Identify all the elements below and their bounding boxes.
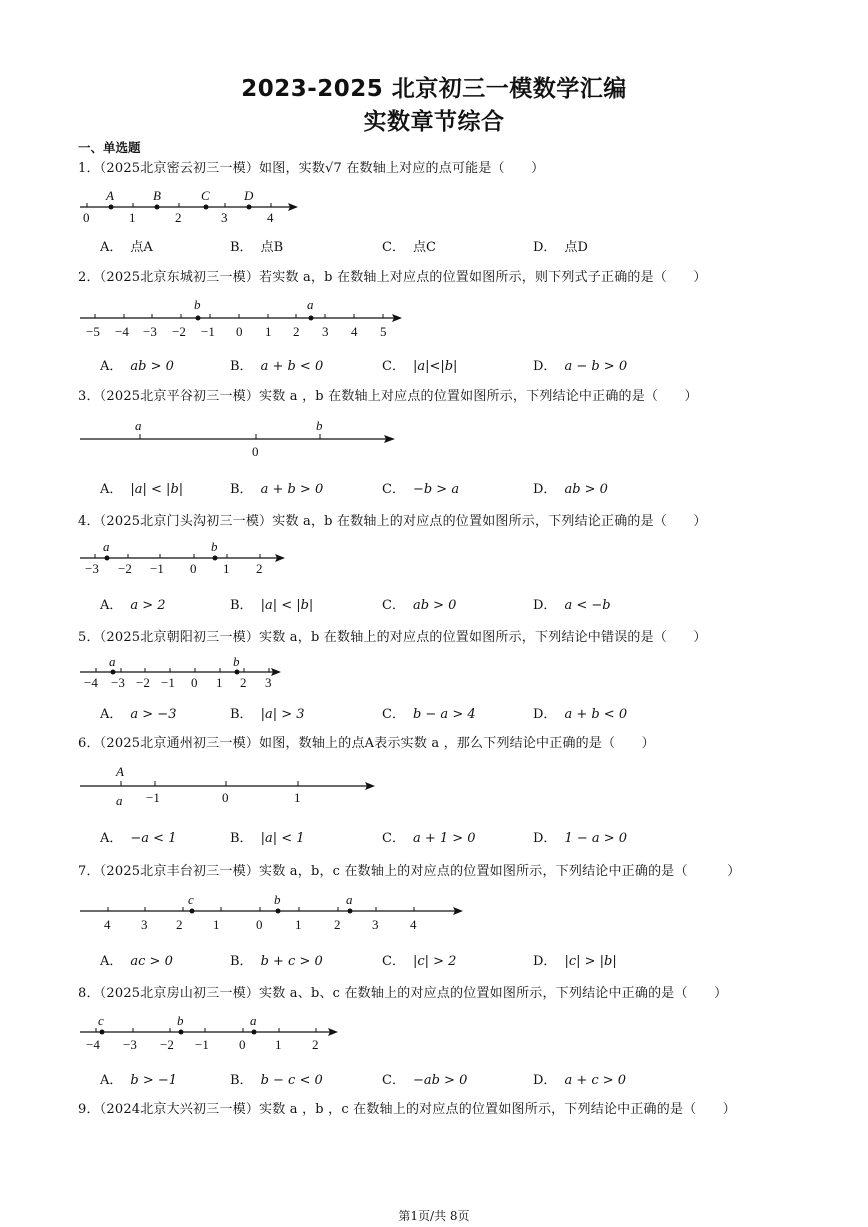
tick-label: −3 xyxy=(123,1037,137,1052)
tick-label: 3 xyxy=(221,210,228,225)
tick-label: 1 xyxy=(213,917,220,932)
tick-label: 1 xyxy=(295,917,302,932)
option-b: B． b + c > 0 xyxy=(230,954,323,969)
tick-label: 2 xyxy=(293,324,300,339)
tick-label: 2 xyxy=(175,210,182,225)
question-4-stem: 4．（2025北京门头沟初三一模）实数 a，b 在数轴上的对应点的位置如图所示，下列结论正确的是（ ） xyxy=(78,514,707,529)
point-label: b xyxy=(316,418,323,433)
point-label: A xyxy=(106,188,114,203)
option-c: C． ab > 0 xyxy=(382,598,457,613)
tick-label: −4 xyxy=(84,675,98,690)
number-line-q6 xyxy=(78,762,388,812)
tick-label: 0 xyxy=(191,675,198,690)
option-b: B． a + b < 0 xyxy=(230,359,324,374)
tick-label: 2 xyxy=(240,675,247,690)
number-line-q8 xyxy=(78,1012,358,1057)
tick-label: −2 xyxy=(160,1037,174,1052)
number-line-q5 xyxy=(78,655,308,695)
point-label: a xyxy=(109,654,116,669)
point-label: a xyxy=(307,297,314,312)
tick-label: −3 xyxy=(111,675,125,690)
question-text: （2025北京密云初三一模）如图，实数√7 在数轴上对应的点可能是（ ） xyxy=(99,161,545,176)
point-label: b xyxy=(177,1013,184,1028)
option-d: D． a − b > 0 xyxy=(533,359,628,374)
option-c: C． 点C xyxy=(382,240,436,255)
tick-label: 3 xyxy=(265,675,272,690)
point-label: a xyxy=(135,418,142,433)
point-label: a xyxy=(116,793,123,808)
tick-label: 3 xyxy=(372,917,379,932)
question-7-stem: 7．（2025北京丰台初三一模）实数 a，b，c 在数轴上的对应点的位置如图所示，下列结论中正确的是（ ） xyxy=(78,864,741,879)
point-label: A xyxy=(116,764,124,779)
tick-label: −1 xyxy=(201,324,215,339)
number-line-q4 xyxy=(78,538,308,578)
tick-label: 4 xyxy=(104,917,111,932)
tick-label: 5 xyxy=(380,324,387,339)
tick-label: −2 xyxy=(136,675,150,690)
tick-label: 2 xyxy=(256,561,263,576)
tick-label: −2 xyxy=(172,324,186,339)
tick-label: 3 xyxy=(322,324,329,339)
doc-title-line1: 2023-2025 北京初三一模数学汇编 xyxy=(241,76,627,102)
question-9-stem: 9．（2024北京大兴初三一模）实数 a ，b ，c 在数轴上的对应点的位置如图所示，下列结论中正确的是（ ） xyxy=(78,1102,736,1117)
option-b: B． a + b > 0 xyxy=(230,482,324,497)
tick-label: −5 xyxy=(86,324,100,339)
point-label: c xyxy=(98,1013,104,1028)
tick-label: 2 xyxy=(334,917,341,932)
option-b: B． |a| < 1 xyxy=(230,831,305,846)
option-d: D． 点D xyxy=(533,240,588,255)
tick-label: −4 xyxy=(86,1037,100,1052)
option-d: D． a + b < 0 xyxy=(533,707,628,722)
option-c: C． b − a > 4 xyxy=(382,707,476,722)
tick-label: −1 xyxy=(150,561,164,576)
option-a: A． ab > 0 xyxy=(100,359,174,374)
option-b: B． |a| < |b| xyxy=(230,598,314,613)
point-label: B xyxy=(153,188,161,203)
page-footer: 第1页/共 8页 xyxy=(398,1209,470,1223)
option-a: A． |a| < |b| xyxy=(100,482,184,497)
option-c: C． −b > a xyxy=(382,482,460,497)
doc-title-line2: 实数章节综合 xyxy=(363,109,505,135)
tick-label: 1 xyxy=(223,561,230,576)
point-label: D xyxy=(244,188,254,203)
point-label: c xyxy=(188,892,194,907)
question-8-stem: 8．（2025北京房山初三一模）实数 a、b、c 在数轴上的对应点的位置如图所示，下列结论中正确的是（ ） xyxy=(78,986,728,1001)
tick-label: 2 xyxy=(176,917,183,932)
option-a: A． b > −1 xyxy=(100,1073,178,1088)
point-label: b xyxy=(274,892,281,907)
tick-label: 1 xyxy=(265,324,272,339)
option-b: B． 点B xyxy=(230,240,284,255)
tick-label: −2 xyxy=(118,561,132,576)
option-a: A． ac > 0 xyxy=(100,954,173,969)
option-c: C． |c| > 2 xyxy=(382,954,457,969)
question-6-stem: 6．（2025北京通州初三一模）如图，数轴上的点A表示实数 a ，那么下列结论中正确的是（ ） xyxy=(78,736,655,751)
point-label: a xyxy=(103,539,110,554)
option-d: D． 1 − a > 0 xyxy=(533,831,628,846)
tick-label: 0 xyxy=(252,444,259,459)
number-line-q1 xyxy=(78,186,318,226)
tick-label: 4 xyxy=(267,210,274,225)
option-b: B． |a| > 3 xyxy=(230,707,305,722)
option-a: A． −a < 1 xyxy=(100,831,177,846)
tick-label: 0 xyxy=(236,324,243,339)
tick-label: −3 xyxy=(85,561,99,576)
tick-label: 2 xyxy=(312,1037,319,1052)
tick-label: −1 xyxy=(161,675,175,690)
question-1-stem xyxy=(78,157,544,176)
option-c: C． |a|<|b| xyxy=(382,359,458,374)
tick-label: 0 xyxy=(222,790,229,805)
option-a: A． a > 2 xyxy=(100,598,166,613)
tick-label: 0 xyxy=(190,561,197,576)
option-a: A． 点A xyxy=(100,240,153,255)
point-label: b xyxy=(211,539,218,554)
tick-label: 1 xyxy=(216,675,223,690)
point-label: a xyxy=(346,892,353,907)
number-line-q2 xyxy=(78,295,418,340)
tick-label: 4 xyxy=(351,324,358,339)
point-label: b xyxy=(194,297,201,312)
point-label: C xyxy=(201,188,210,203)
option-d: D． |c| > |b| xyxy=(533,954,617,969)
tick-label: 0 xyxy=(256,917,263,932)
number-line-q7 xyxy=(78,890,478,935)
tick-label: 3 xyxy=(141,917,148,932)
question-2-stem: 2．（2025北京东城初三一模）若实数 a，b 在数轴上对应点的位置如图所示，则下列式子正确的是（ ） xyxy=(78,270,707,285)
question-3-stem: 3．（2025北京平谷初三一模）实数 a ，b 在数轴上对应点的位置如图所示，下列结论中正确的是（ ） xyxy=(78,389,698,404)
option-a: A． a > −3 xyxy=(100,707,177,722)
option-c: C． a + 1 > 0 xyxy=(382,831,476,846)
tick-label: 4 xyxy=(410,917,417,932)
option-d: D． ab > 0 xyxy=(533,482,608,497)
point-label: a xyxy=(250,1013,257,1028)
tick-label: −4 xyxy=(115,324,129,339)
tick-label: −1 xyxy=(146,790,160,805)
point-label: b xyxy=(233,654,240,669)
tick-label: 1 xyxy=(275,1037,282,1052)
tick-label: 1 xyxy=(294,790,301,805)
section-heading: 一、单选题 xyxy=(78,140,141,155)
tick-label: −3 xyxy=(143,324,157,339)
tick-label: 0 xyxy=(83,210,90,225)
question-number: 1． xyxy=(78,161,100,176)
tick-label: 0 xyxy=(239,1037,246,1052)
tick-label: 1 xyxy=(129,210,136,225)
option-c: C． −ab > 0 xyxy=(382,1073,468,1088)
option-b: B． b − c < 0 xyxy=(230,1073,323,1088)
tick-label: −1 xyxy=(195,1037,209,1052)
question-5-stem: 5．（2025北京朝阳初三一模）实数 a，b 在数轴上的对应点的位置如图所示，下列结论中错误的是（ ） xyxy=(78,630,707,645)
option-d: D． a < −b xyxy=(533,598,611,613)
option-d: D． a + c > 0 xyxy=(533,1073,627,1088)
number-line-q3 xyxy=(78,415,408,465)
